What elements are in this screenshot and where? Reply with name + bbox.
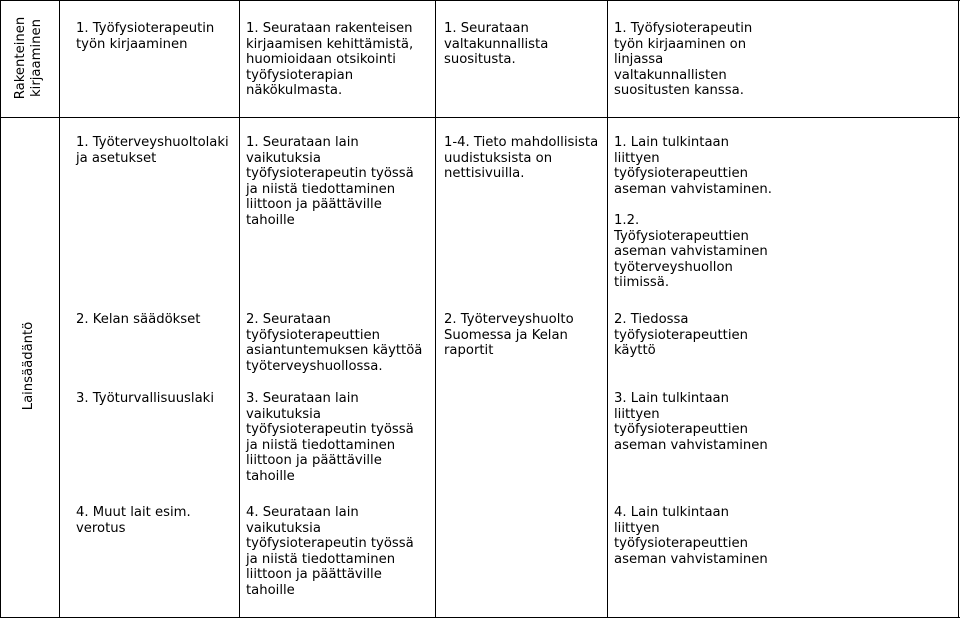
cell-r4-c2: 3. Seurataan lain vaikutuksia työfysioterapeutin työssä ja niistä tiedottaminen liittoon ja päättäville tahoille: [246, 391, 414, 484]
cell-r2-c1: 1. Työterveyshuoltolaki ja asetukset: [76, 135, 229, 166]
col-divider-2: [239, 0, 240, 618]
row-header-rakenteinen: Rakenteinen kirjaaminen: [13, 16, 44, 100]
cell-r1-c3: 1. Seurataan valtakunnallista suositusta.: [444, 21, 549, 68]
cell-r2-c2: 1. Seurataan lain vaikutuksia työfysioterapeutin työssä ja niistä tiedottaminen liittoon ja päättäville tahoille: [246, 135, 414, 228]
table-top-border: [0, 0, 960, 1]
cell-r2-c4: 1. Lain tulkintaan liittyen työfysioterapeuttien aseman vahvistaminen. 1.2. Työfysioterapeuttien aseman vahvistaminen työterveyshuollon tiimissä.: [614, 135, 772, 291]
row-header-lainsaadanto: Lainsäädäntö: [21, 321, 36, 411]
cell-r5-c4: 4. Lain tulkintaan liittyen työfysioterapeuttien aseman vahvistaminen: [614, 505, 768, 567]
col-divider-0: [0, 0, 1, 618]
col-divider-3: [435, 0, 436, 618]
cell-r5-c1: 4. Muut lait esim. verotus: [76, 505, 191, 536]
cell-r4-c4: 3. Lain tulkintaan liittyen työfysioterapeuttien aseman vahvistaminen: [614, 391, 768, 453]
col-divider-5: [958, 0, 959, 618]
col-divider-1: [59, 0, 60, 618]
cell-r5-c2: 4. Seurataan lain vaikutuksia työfysioterapeutin työssä ja niistä tiedottaminen liittoon ja päättäville tahoille: [246, 505, 414, 598]
cell-r1-c4: 1. Työfysioterapeutin työn kirjaaminen on linjassa valtakunnallisten suositusten kanssa.: [614, 21, 753, 99]
col-divider-4: [607, 0, 608, 618]
cell-r1-c1: 1. Työfysioterapeutin työn kirjaaminen: [76, 21, 215, 52]
cell-r3-c1: 2. Kelan säädökset: [76, 312, 201, 327]
cell-r1-c2: 1. Seurataan rakenteisen kirjaamisen kehittämistä, huomioidaan otsikointi työfysioterapian näkökulmasta.: [246, 21, 414, 99]
cell-r2-c3: 1-4. Tieto mahdollisista uudistuksista on nettisivuilla.: [444, 135, 599, 182]
cell-r4-c1: 3. Työturvallisuuslaki: [76, 391, 214, 406]
table-bottom-border: [0, 617, 960, 618]
cell-r3-c2: 2. Seurataan työfysioterapeuttien asiantuntemuksen käyttöä työterveyshuollossa.: [246, 312, 423, 374]
cell-r3-c3: 2. Työterveyshuolto Suomessa ja Kelan raportit: [444, 312, 574, 359]
row-divider-1: [0, 117, 960, 118]
cell-r3-c4: 2. Tiedossa työfysioterapeuttien käyttö: [614, 312, 748, 359]
